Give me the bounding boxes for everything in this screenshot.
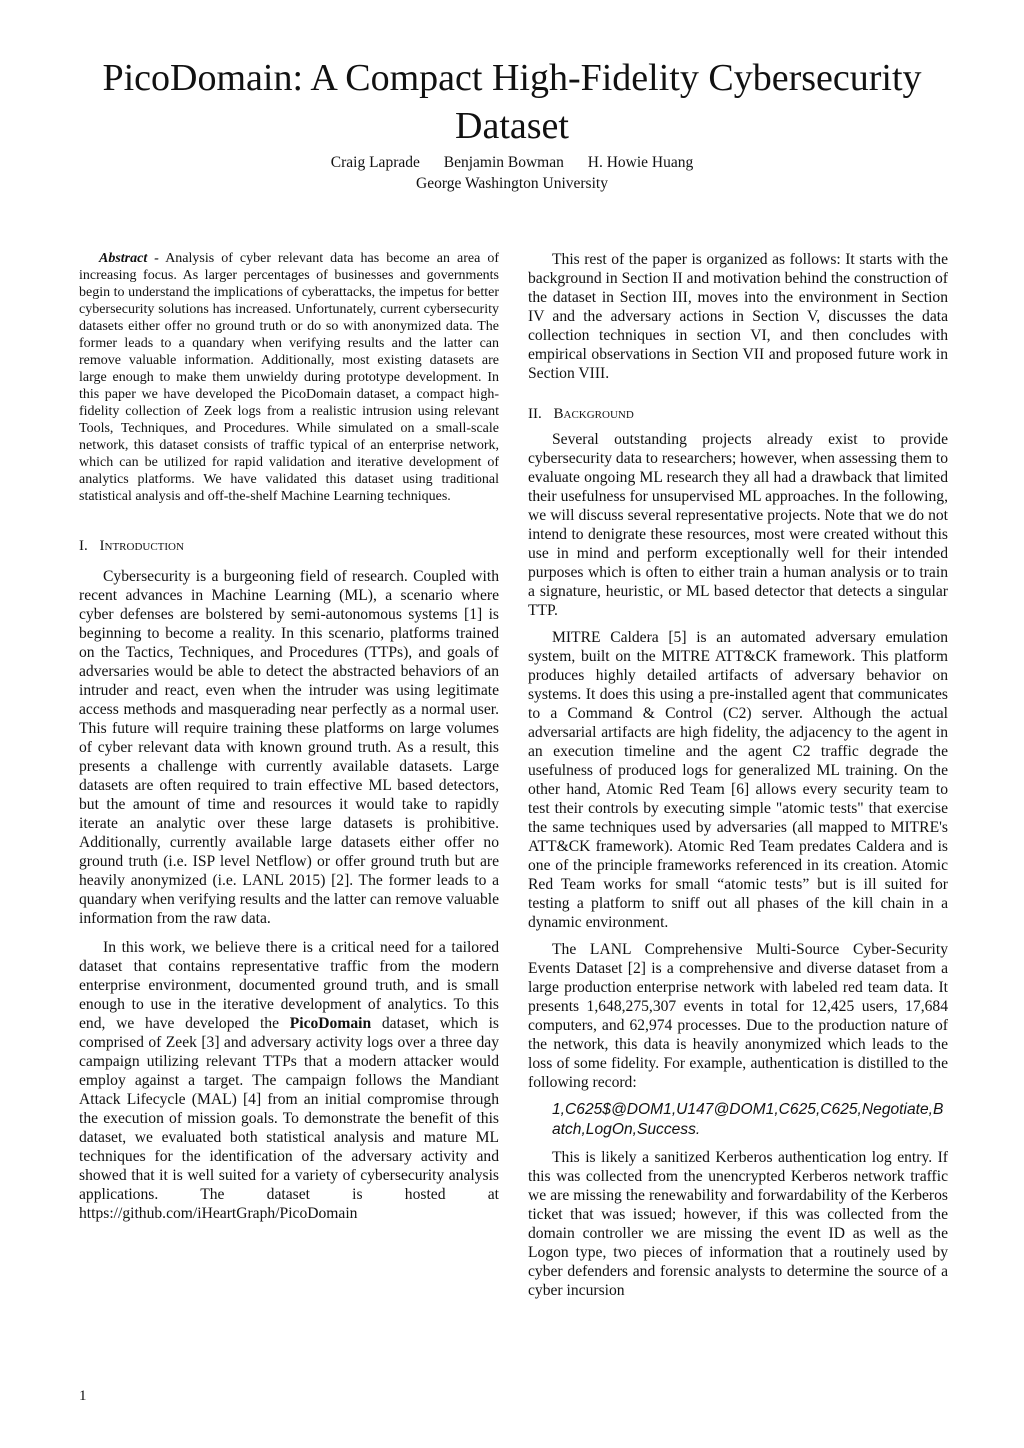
intro-p2-start: In this work, we believe there is a critical need for a tailored dataset that contains representative traffic from the modern enterprise environment, documented ground truth, and is small enough to use in the iterative development of analytics. To this end, we have developed the [79,939,499,1032]
dataset-name: PicoDomain [289,1015,372,1032]
author-name: Craig Laprade [330,154,420,171]
background-paragraph-2: MITRE Caldera [5] is an automated adversary emulation system, built on the MITRE ATT&CK framework. This platform produces highly detailed artifacts of adversary behavior on systems. It does this using a pre-installed agent that communicates to a Command & Control (C2) server. Although the actual adversarial artifacts are high fidelity, the adjacency to the agent in an execution timeline and the agent C2 traffic degrade the usefulness of produced logs for generalized ML training. On the other hand, Atomic Red Team [6] allows every security team to test their controls by executing simple "atomic tests" that exercise the same techniques used by adversaries (all mapped to MITRE's ATT&CK framework). Atomic Red Team predates Caldera and is one of the principle frameworks referenced in its creation. Atomic Red Team works for small “atomic tests” but is ill suited for testing a platform to sniff out all phases of the kill chain in a dynamic environment. [528,629,948,931]
paper-title: PicoDomain: A Compact High-Fidelity Cybersecurity Dataset [102,57,922,147]
intro-p2-end: dataset, which is comprised of Zeek [3] and adversary activity logs over a three day campaign utilizing relevant TTPs that a modern attacker would employ against a target. The campaign follows the Mandiant Attack Lifecycle (MAL) [4] from an initial compromise through the execution of mission goals. To demonstrate the benefit of this dataset, we evaluated both statistical analysis and mature ML techniques for the identification of the adversary activity and showed that it is well suited for a variety of cybersecurity analysis applications. The dataset is hosted at https://github.com/iHeartGraph/PicoDomain [79,1015,499,1222]
section-heading-introduction [79,537,499,556]
lanl-auth-record: 1,C625$@DOM1,U147@DOM1,C625,C625,Negotiate,Batch,LogOn,Success. [552,1101,944,1138]
abstract-label: Abstract - [99,251,159,266]
left-column [79,250,499,1223]
intro-paragraph-1: Cybersecurity is a burgeoning field of research. Coupled with recent advances in Machine Learning (ML), a scenario where cyber defenses are bolstered by semi-autonomous systems [1] is beginning to become a reality. In this scenario, platforms trained on the Tactics, Techniques, and Procedures (TTPs), and goals of adversaries would be able to detect the abstracted behaviors of an intruder and react, even when the intruder was using legitimate access methods and masquerading near perfectly as a normal user. This future will require training these platforms on large volumes of cyber relevant data with known ground truth. As a result, this presents a challenge with currently available datasets. Large datasets are often required to train effective ML based detectors, but the amount of time and resources it would take to rapidly iterate an analytic over these large datasets is prohibitive. Additionally, currently available large datasets either offer no ground truth (i.e. ISP level Netflow) or offer ground truth but are heavily anonymized (i.e. LANL 2015) [2]. The former leads to a quandary when verifying results and the latter can remove valuable information from the raw data. [79,568,499,927]
organization-paragraph: This rest of the paper is organized as follows: It starts with the background in Section II and motivation behind the construction of the dataset in Section III, moves into the environment in Section IV and the adversary actions in Section V, discusses the data collection techniques in section VI, and then concludes with empirical observations in Section VII and proposed future work in Section VIII. [528,251,948,382]
affiliation: George Washington University [416,175,608,192]
author-list [80,153,944,173]
abstract-text: Analysis of cyber relevant data has become an area of increasing focus. As larger percentages of businesses and governments begin to understand the implications of cyberattacks, the impetus for better cybersecurity solutions has increased. Unfortunately, current cybersecurity datasets either offer no ground truth or do so with anonymized data. The former leads to a quandary when verifying results and the latter can remove valuable information. Additionally, most existing datasets are large enough to make them unwieldy during prototype development. In this paper we have developed the PicoDomain dataset, a compact high-fidelity collection of Zeek logs from a realistic intrusion using relevant Tools, Techniques, and Procedures. While simulated on a small-scale network, this dataset consists of traffic typical of an enterprise network, which can be utilized for rapid validation and iterative development of analytics platforms. We have validated this dataset using traditional statistical analysis and off-the-shelf Machine Learning techniques. [79,251,499,504]
page-number: 1 [79,1388,87,1404]
section-title: Introduction [99,538,184,554]
background-paragraph-3: The LANL Comprehensive Multi-Source Cyber-Security Events Dataset [2] is a comprehensive and diverse dataset from a large production enterprise network with labeled red team data. It presents 1,648,275,307 events in total for 12,425 users, 17,684 computers, and 62,974 processes. Due to the production nature of the network, this data is heavily anonymized which leads to the loss of some fidelity. For example, authentication is distilled to the following record: [528,941,948,1091]
background-paragraph-4: This is likely a sanitized Kerberos authentication log entry. If this was collected from the unencrypted Kerberos network traffic we are missing the renewability and forwardability of the Kerberos ticket that was issued; however, if this was collected from the domain controller we are missing the event ID as well as the Logon type, two pieces of information that a routinely used by cyber defenders and forensic analysts to determine the source of a cyber incursion [528,1149,948,1299]
section-number: I. [79,538,88,554]
section-heading-background [528,405,948,424]
section-title: Background [553,406,634,422]
section-number: II. [528,406,542,422]
intro-paragraph-2 [79,938,499,1223]
author-name: Benjamin Bowman [443,154,564,171]
right-column [528,250,948,1300]
abstract-paragraph [79,250,499,505]
author-name: H. Howie Huang [587,154,694,171]
background-paragraph-1: Several outstanding projects already exist to provide cybersecurity data to researchers; however, when assessing them to evaluate ongoing ML research they all had a drawback that limited their usefulness for unsupervised ML approaches. In the following, we will discuss several representative projects. Note that we do not intend to denigrate these resources, most were created without this use in mind and perform exceptionally well for their intended purposes which is often to either train a human analysis or to train a signature, heuristic, or ML based detector that detects a singular TTP. [528,431,948,619]
